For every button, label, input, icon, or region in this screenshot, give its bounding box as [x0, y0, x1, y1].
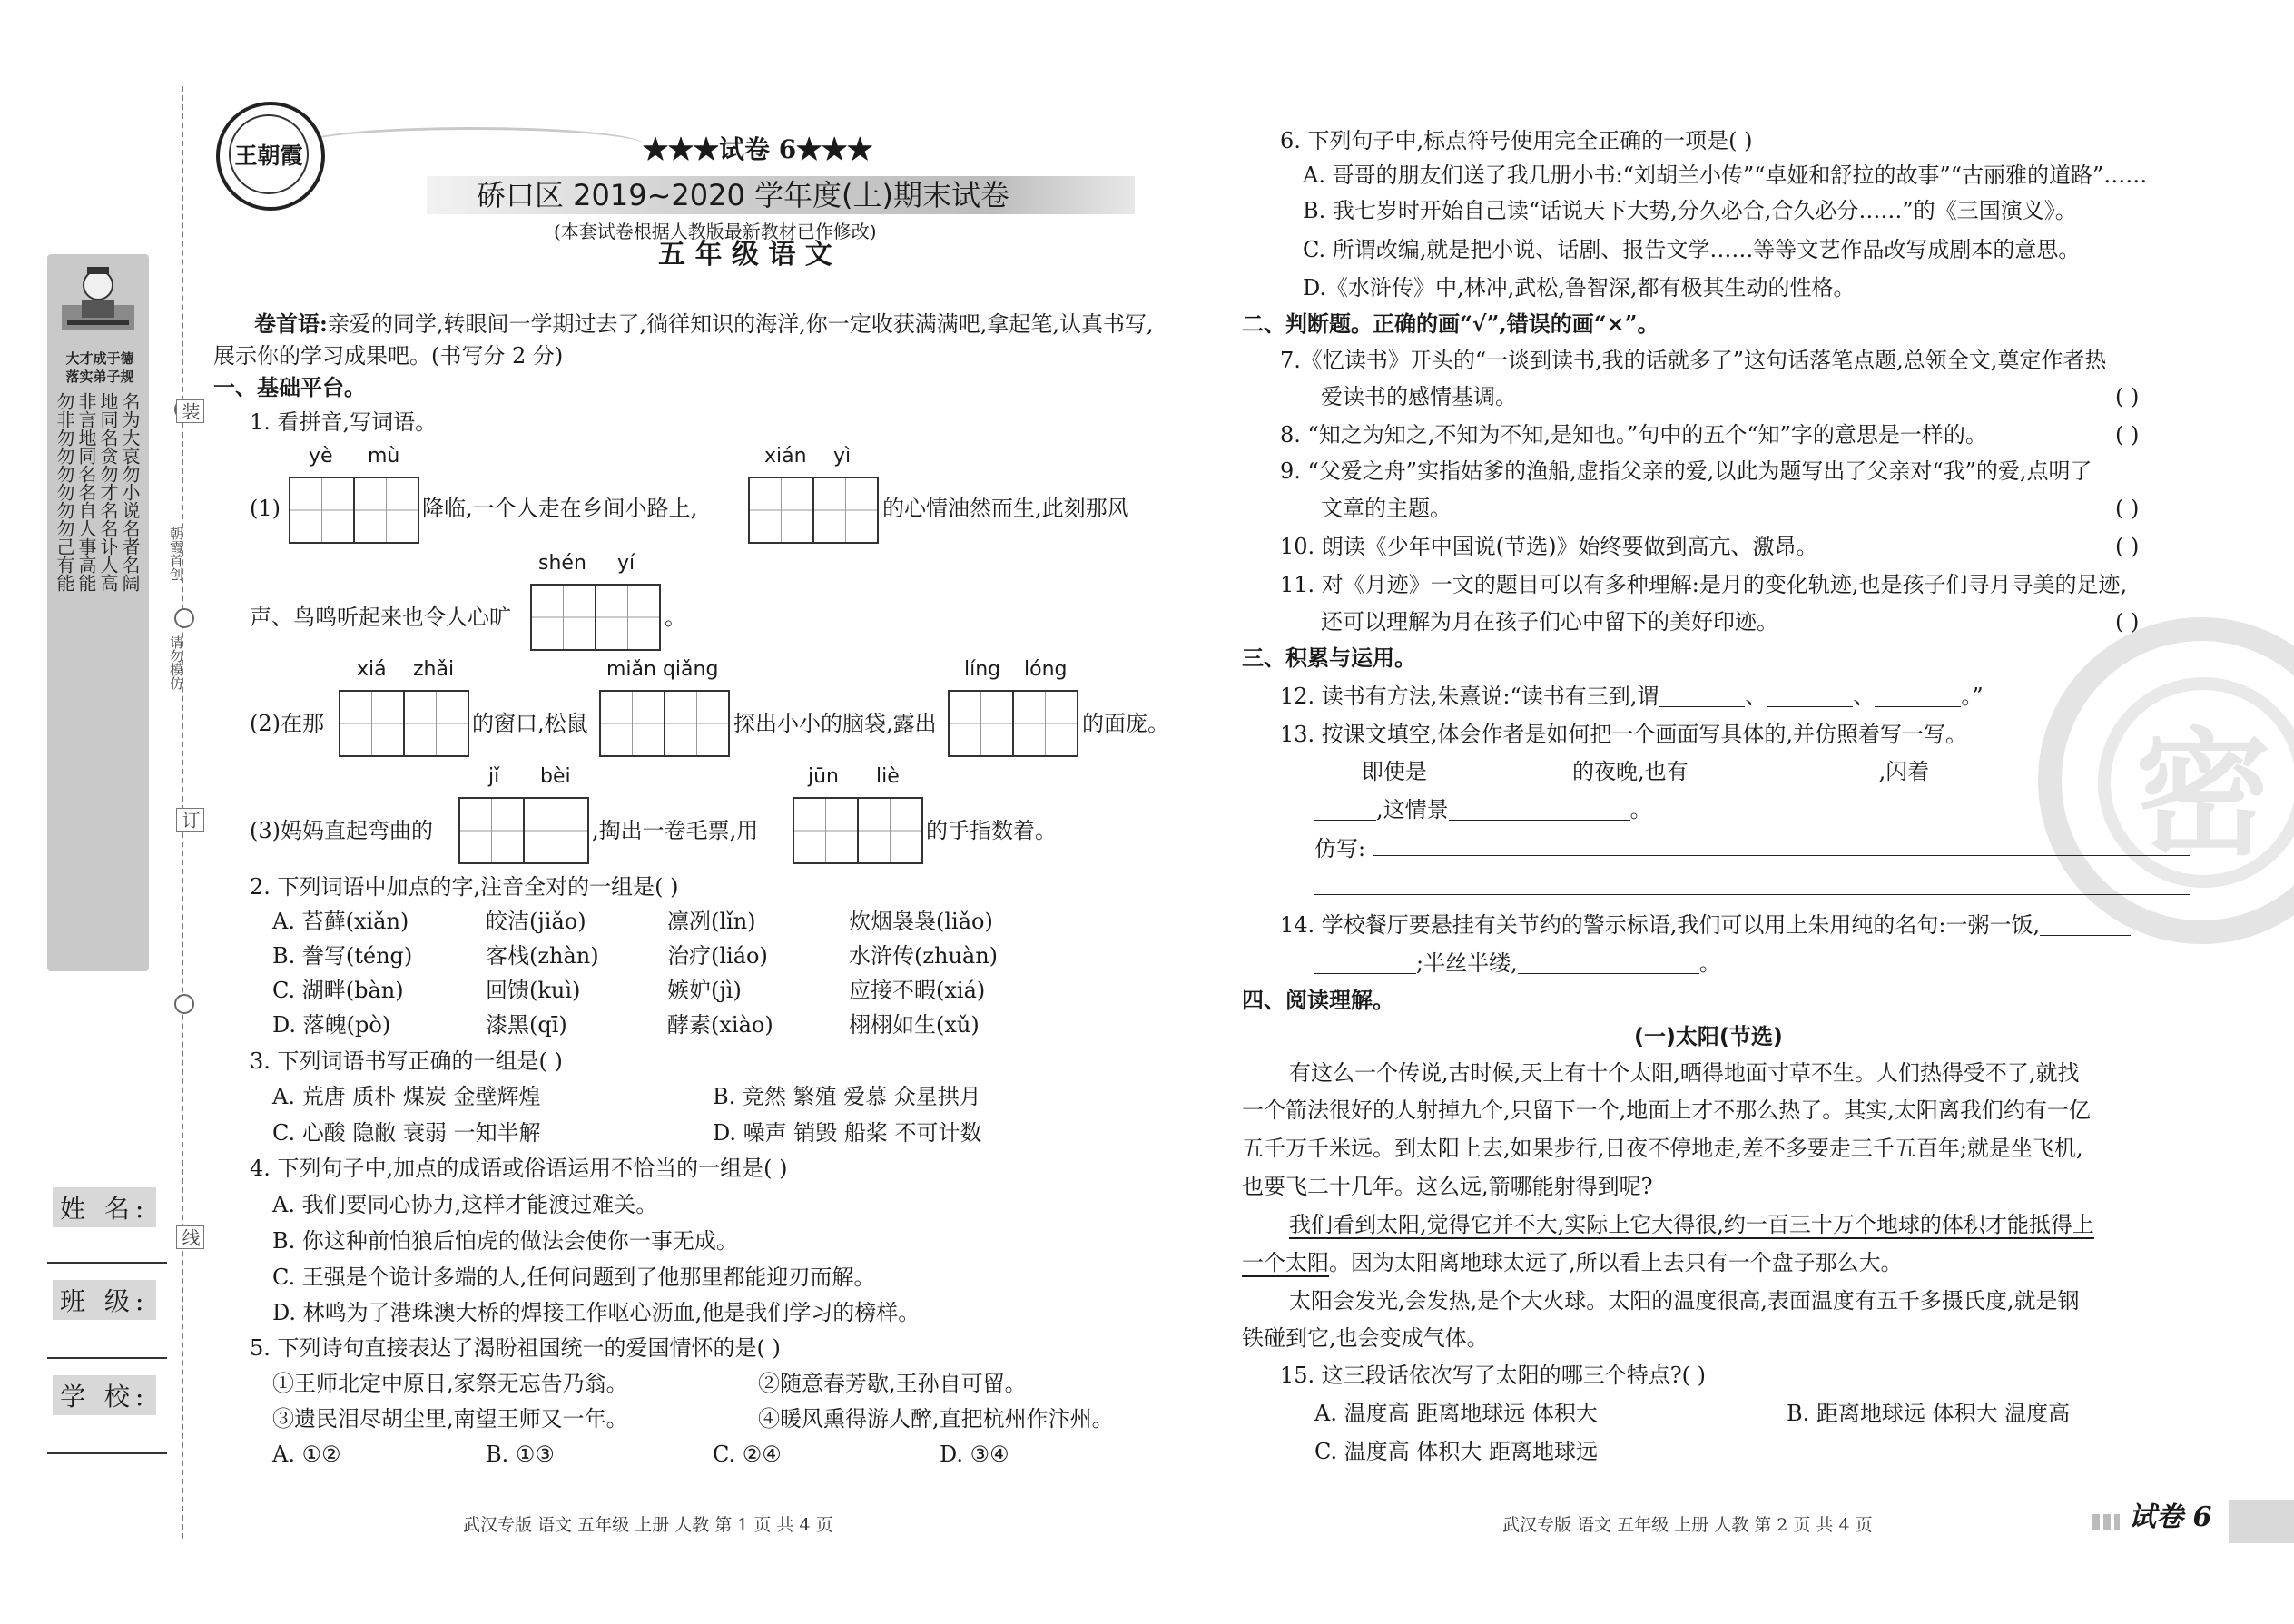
q8: 8. “知之为知之,不知为不知,是知也。”句中的五个“知”字的意思是一样的。: [1280, 422, 1987, 448]
q13-blank[interactable]: [1314, 798, 1376, 821]
q2-option: 炊烟袅袅(liǎo): [849, 909, 993, 934]
q2-option[interactable]: B. 誊写(téng): [272, 943, 413, 969]
school-label: 学 校:: [53, 1375, 156, 1415]
q10-answer-paren[interactable]: ( ): [2115, 534, 2140, 559]
q12-blank[interactable]: [1659, 684, 1745, 707]
q15-option-c[interactable]: C. 温度高 体积大 距离地球远: [1314, 1439, 1599, 1464]
q11-line1: 11. 对《月迹》一文的题目可以有多种理解:是月的变化轨迹,也是孩子们寻月寻美的足迹,: [1280, 572, 2128, 597]
pinyin: jūn: [808, 765, 839, 788]
answer-grid[interactable]: [793, 797, 923, 864]
q13-stem: 13. 按课文填空,体会作者是如何把一个画面写具体的,并仿照着写一写。: [1280, 722, 1968, 747]
q2-option: 水浒传(zhuàn): [849, 943, 999, 969]
q7-answer-paren[interactable]: ( ): [2115, 384, 2140, 409]
section4-heading: 四、阅读理解。: [1242, 987, 1394, 1013]
section1-heading: 一、基础平台。: [213, 374, 366, 400]
q14-line2: ;半丝半缕, 。: [1314, 948, 1721, 979]
q6-stem: 6. 下列句子中,标点符号使用完全正确的一项是( ): [1280, 128, 1753, 153]
q4-option-b[interactable]: B. 你这种前怕狼后怕虎的做法会使你一事无成。: [272, 1228, 738, 1254]
q4-option-c[interactable]: C. 王强是个诡计多端的人,任何问题到了他那里都能迎刃而解。: [272, 1265, 876, 1290]
q2-option: 酵素(xiào): [667, 1012, 773, 1038]
q2-option: 客栈(zhàn): [486, 943, 599, 969]
q4-stem: 4. 下列句子中,加点的成语或俗语运用不恰当的一组是( ): [250, 1156, 788, 1181]
pinyin: xiá: [357, 658, 387, 681]
q2-option: 漆黑(qī): [486, 1012, 567, 1038]
row4-end: 的手指数着。: [926, 818, 1057, 843]
reading-p2-line: 一个太阳。因为太阳离地球太远了,所以看上去只有一个盘子那么大。: [1242, 1250, 1903, 1275]
q5-option[interactable]: B. ①③: [486, 1442, 555, 1467]
pinyin: yí: [617, 552, 635, 575]
q6-option-d[interactable]: D.《水浒传》中,林冲,武松,鲁智深,都有极其生动的性格。: [1303, 275, 1856, 300]
q9-line2: 文章的主题。: [1321, 496, 1452, 521]
q3-stem: 3. 下列词语书写正确的一组是( ): [250, 1048, 563, 1074]
reading-p1-line: 有这么一个传说,古时候,天上有十个太阳,晒得地面寸草不生。人们热得受不了,就找: [1289, 1060, 2080, 1086]
pinyin: bèi: [540, 765, 571, 788]
q13-imitate-line[interactable]: [1373, 855, 2190, 856]
q15-stem: 15. 这三段话依次写了太阳的哪三个特点?( ): [1280, 1363, 1707, 1388]
motto-column: 地同名贪勿才名名讣人高: [97, 392, 119, 592]
q5-poem: ④暖风熏得游人醉,直把杭州作汴州。: [758, 1406, 1114, 1432]
binding-ring: [174, 608, 194, 628]
motto-column: 非言地同名名自人事高能: [75, 392, 97, 592]
pinyin: jǐ: [488, 765, 500, 788]
q13-blank[interactable]: [1427, 760, 1572, 782]
q12-blank[interactable]: [1875, 684, 1961, 707]
q6-option-a[interactable]: A. 哥哥的朋友们送了我几册小书:“刘胡兰小传”“卓娅和舒拉的故事”“古丽雅的道路”……: [1303, 162, 2148, 188]
q3-option-c[interactable]: C. 心酸 隐敝 衰弱 一知半解: [272, 1120, 541, 1146]
q13-blank[interactable]: [1929, 760, 2133, 782]
q7-line2: 爱读书的感情基调。: [1321, 384, 1517, 409]
q14-blank[interactable]: [1518, 951, 1699, 974]
q5-option[interactable]: D. ③④: [940, 1442, 1009, 1467]
q5-poem: ③遗民泪尽胡尘里,南望王师又一年。: [272, 1406, 628, 1432]
paper-number: ★★★试卷 6★★★: [643, 134, 873, 164]
q12-blank[interactable]: [1767, 684, 1853, 707]
binding-label-zhuang: 装: [176, 399, 204, 423]
q2-option[interactable]: A. 苔藓(xiǎn): [272, 909, 409, 934]
answer-grid[interactable]: [948, 690, 1078, 757]
q5-poem: ①王师北定中原日,家祭无忘告乃翁。: [272, 1371, 628, 1396]
q2-option[interactable]: C. 湖畔(bàn): [272, 978, 404, 1003]
q2-option: 应接不暇(xiá): [849, 978, 986, 1003]
reading-p1-line: 五千万千米远。到太阳上去,如果步行,日夜不停地走,差不多要走三千五百年;就是坐飞机,: [1242, 1136, 2083, 1161]
q2-option: 凛冽(lǐn): [667, 909, 756, 934]
q4-option-a[interactable]: A. 我们要同心协力,这样才能渡过难关。: [272, 1192, 658, 1217]
q5-poem: ②随意春芳歇,王孙自可留。: [758, 1371, 1027, 1396]
q13-imitate-line[interactable]: [1314, 894, 2190, 895]
reading-p1-line: 一个箭法很好的人射掉九个,只留下一个,地面上才不那么热了。其实,太阳离我们约有一亿: [1242, 1097, 2091, 1123]
q11-answer-paren[interactable]: ( ): [2115, 609, 2140, 635]
q8-answer-paren[interactable]: ( ): [2115, 422, 2140, 448]
q15-option-a[interactable]: A. 温度高 距离地球远 体积大: [1314, 1401, 1598, 1426]
q10: 10. 朗读《少年中国说(节选)》始终要做到高亢、激昂。: [1280, 534, 1818, 559]
q11-line2: 还可以理解为月在孩子们心中留下的美好印迹。: [1321, 609, 1778, 635]
corner-paper-number: 试卷 6: [2129, 1501, 2212, 1533]
reading-p2-underlined: 我们看到太阳,觉得它并不大,实际上它大得很,约一百三十万个地球的体积才能抵得上: [1289, 1212, 2094, 1237]
binding-note-no-copy: 请勿模仿: [168, 635, 184, 690]
corner-decoration: [2092, 1514, 2120, 1530]
school-field[interactable]: [47, 1452, 167, 1454]
motto-text: 大才成于德 落实弟子规: [65, 350, 134, 385]
answer-grid[interactable]: [748, 477, 879, 544]
reading-p1-line: 也要飞二十几年。这么远,箭哪能射得到呢?: [1242, 1174, 1653, 1199]
q2-option: 回馈(kuì): [486, 978, 581, 1003]
q13-blank[interactable]: [1689, 760, 1879, 782]
q5-option[interactable]: C. ②④: [713, 1442, 782, 1467]
answer-grid[interactable]: [599, 690, 730, 757]
row1-text: 的心情油然而生,此刻那风: [882, 496, 1129, 521]
intro-line-1: 卷首语:亲爱的同学,转眼间一学期过去了,徜徉知识的海洋,你一定收获满满吧,拿起笔,认真书写,: [254, 310, 1154, 337]
grade-subject: 五 年 级 语 文: [658, 239, 832, 271]
q5-stem: 5. 下列诗句直接表达了渴盼祖国统一的爱国情怀的是( ): [250, 1335, 781, 1361]
pinyin: yè: [309, 445, 333, 468]
q6-option-c[interactable]: C. 所谓改编,就是把小说、话剧、报告文学……等等文艺作品改写成剧本的意思。: [1303, 237, 2081, 262]
q3-option-b[interactable]: B. 竞然 繁殖 爱慕 众星拱月: [713, 1084, 981, 1109]
footer-page2: 武汉专版 语文 五年级 上册 人教 第 2 页 共 4 页: [1502, 1515, 1873, 1535]
row3-end: 的面庞。: [1082, 711, 1169, 736]
binding-note-original: 朝霞首创: [168, 527, 184, 581]
reading-p3-line: 铁碰到它,也会变成气体。: [1242, 1325, 1489, 1351]
row3-text: 探出小小的脑袋,露出: [733, 711, 937, 736]
q13-imitate-label: 仿写:: [1314, 836, 1366, 861]
brand-logo: 王朝霞: [216, 102, 325, 211]
ribbon-decoration: [300, 127, 645, 162]
exam-title: 硚口区 2019~2020 学年度(上)期末试卷: [477, 178, 1010, 212]
q14-blank[interactable]: [1314, 951, 1416, 974]
q9-answer-paren[interactable]: ( ): [2115, 496, 2140, 521]
binding-ring: [174, 994, 194, 1014]
q5-option[interactable]: A. ①②: [272, 1442, 341, 1467]
answer-grid[interactable]: [289, 477, 419, 544]
reading-p3-line: 太阳会发光,会发热,是个大火球。太阳的温度很高,表面温度有五千多摄氏度,就是钢: [1289, 1288, 2080, 1314]
row3-prefix: (2)在那: [250, 711, 324, 736]
q2-option: 皎洁(jiǎo): [486, 909, 586, 934]
class-label: 班 级:: [53, 1280, 156, 1320]
q9-line1: 9. “父爱之舟”实指姑爹的渔船,虚指父亲的爱,以此为题写出了父亲对“我”的爱,点明了: [1280, 458, 2092, 484]
motto-column: 名为大哀勿小说名者名阔: [119, 392, 141, 592]
scholar-figure-icon: [54, 260, 142, 343]
pinyin: zhǎi: [413, 658, 455, 681]
q3-option-a[interactable]: A. 荒唐 质朴 煤炭 金壁辉煌: [272, 1084, 541, 1109]
q14-blank[interactable]: [2040, 913, 2131, 936]
row4-text: ,掏出一卷毛票,用: [592, 818, 759, 843]
row3-text: 的窗口,松鼠: [472, 711, 588, 736]
row1-text: 降临,一个人走在乡间小路上,: [422, 496, 698, 521]
footer-page1: 武汉专版 语文 五年级 上册 人教 第 1 页 共 4 页: [463, 1515, 833, 1535]
row2-end: 。: [665, 605, 686, 630]
section3-heading: 三、积累与运用。: [1242, 645, 1416, 671]
pinyin: xián: [764, 445, 807, 468]
q15-option-b[interactable]: B. 距离地球远 体积大 温度高: [1787, 1401, 2071, 1426]
q6-option-b[interactable]: B. 我七岁时开始自己读“话说天下大势,分久必合,合久必分……”的《三国演义》。: [1303, 198, 2077, 223]
q2-stem: 2. 下列词语中加点的字,注音全对的一组是( ): [250, 874, 679, 900]
q2-option: 栩栩如生(xǔ): [849, 1012, 980, 1038]
q2-option[interactable]: D. 落魄(pò): [272, 1012, 391, 1038]
pinyin: mù: [368, 445, 400, 468]
q7-line1: 7.《忆读书》开头的“一谈到读书,我的话就多了”这句话落笔点题,总领全文,奠定作者热: [1280, 348, 2107, 373]
q1-stem: 1. 看拼音,写词语。: [250, 409, 438, 435]
exam-subtitle: (本套试卷根据人教版最新教材已作修改): [554, 221, 877, 242]
corner-band: [2229, 1500, 2294, 1543]
q13-blank[interactable]: [1449, 798, 1630, 821]
pinyin: lóng: [1024, 658, 1068, 681]
row4-prefix: (3)妈妈直起弯曲的: [250, 818, 433, 843]
row1-prefix: (1): [250, 496, 281, 521]
q13-line2: ,这情景 。: [1314, 794, 1652, 825]
answer-grid[interactable]: [339, 690, 469, 757]
binding-label-ding: 订: [176, 808, 204, 832]
q2-option: 治疗(liáo): [667, 943, 768, 969]
pinyin: liè: [876, 765, 900, 788]
name-label: 姓 名:: [53, 1187, 156, 1227]
q12: 12. 读书有方法,朱熹说:“读书有三到,谓 、 、 。”: [1280, 684, 1984, 709]
answer-grid[interactable]: [530, 584, 661, 651]
q14-line1: 14. 学校餐厅要悬挂有关节约的警示标语,我们可以用上朱用纯的名句:一粥一饭,: [1280, 910, 2131, 940]
pinyin: shén: [538, 552, 586, 575]
q4-option-d[interactable]: D. 林鸣为了港珠澳大桥的焊接工作呕心沥血,他是我们学习的榜样。: [272, 1300, 921, 1325]
class-field[interactable]: [47, 1357, 167, 1359]
q13-line1: 即使是 的夜晚,也有 ,闪着: [1362, 756, 2133, 787]
binding-label-xian: 线: [176, 1225, 204, 1249]
name-field[interactable]: [47, 1262, 167, 1264]
watermark-seal: 密: [2038, 617, 2294, 944]
answer-grid[interactable]: [458, 797, 589, 864]
pinyin: miǎn qiǎng: [606, 658, 719, 681]
motto-column: 勿非勿勿勿勿勿勿己有能: [54, 392, 75, 592]
reading-title: (一)太阳(节选): [1634, 1024, 1783, 1049]
q2-option: 嫉妒(jì): [667, 978, 742, 1003]
section2-heading: 二、判断题。正确的画“√”,错误的画“×”。: [1242, 310, 1659, 337]
pinyin: yì: [833, 445, 852, 468]
q3-option-d[interactable]: D. 噪声 销毁 船桨 不可计数: [713, 1120, 982, 1146]
intro-line-2: 展示你的学习成果吧。(书写分 2 分): [213, 343, 564, 369]
pinyin: líng: [964, 658, 1001, 681]
row2-text: 声、鸟鸣听起来也令人心旷: [250, 605, 511, 630]
